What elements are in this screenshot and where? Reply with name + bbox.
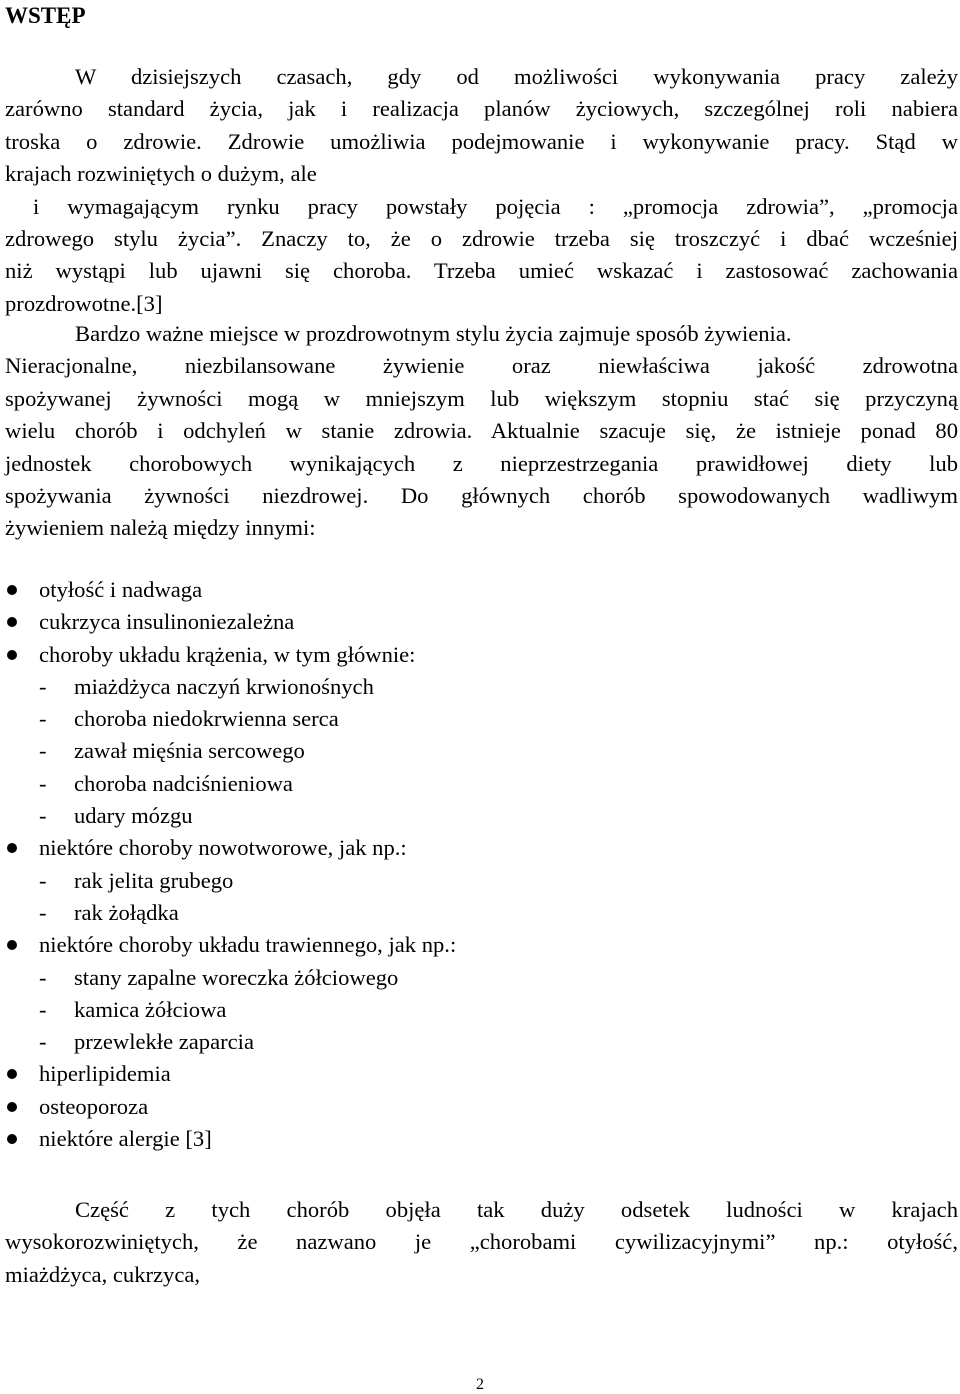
sub-list-item-text: rak jelita grubego <box>74 867 234 893</box>
list-item <box>5 1058 958 1090</box>
paragraph-line: żywieniem należą między innymi: <box>5 515 316 541</box>
dash-marker: - <box>39 706 47 732</box>
sub-list-item-text: zawał mięśnia sercowego <box>74 738 305 764</box>
dash-marker: - <box>39 899 47 925</box>
sub-list-item <box>5 865 958 897</box>
dash-marker: - <box>39 964 47 990</box>
dash-marker: - <box>39 738 47 764</box>
list-item <box>5 639 958 671</box>
paragraph-line: krajach rozwiniętych o dużym, ale <box>5 161 317 187</box>
list-item-text: niektóre choroby nowotworowe, jak np.: <box>39 835 407 861</box>
list-item <box>5 1123 958 1155</box>
dash-marker: - <box>39 867 47 893</box>
bullet-icon <box>7 1069 17 1079</box>
list-item <box>5 832 958 864</box>
list-item <box>5 1091 958 1123</box>
paragraph-line: Część z tych chorób objęła tak duży odsetek ludności w krajach <box>75 1197 958 1222</box>
paragraph-line: prozdrowotne.[3] <box>5 290 163 316</box>
list-item <box>5 929 958 961</box>
page-number: 2 <box>476 1376 484 1393</box>
paragraph-line: Nieracjonalne, niezbilansowane żywienie oraz niewłaściwa jakość zdrowotna <box>5 353 958 379</box>
dash-marker: - <box>39 673 47 699</box>
paragraph-line: zdrowego stylu życia”. Znaczy to, że o zdrowie trzeba się troszczyć i dbać wcześniej <box>5 226 958 252</box>
sub-list-item <box>5 735 958 767</box>
list-item-text: hiperlipidemia <box>39 1061 171 1087</box>
list-item-text: cukrzyca insulinoniezależna <box>39 609 295 635</box>
list-item-text: otyłość i nadwaga <box>39 577 203 602</box>
bullet-icon <box>7 940 17 950</box>
paragraph-line: Bardzo ważne miejsce w prozdrowotnym stylu życia zajmuje sposób żywienia. <box>75 321 792 346</box>
sub-list-item-text: udary mózgu <box>74 803 193 829</box>
dash-marker: - <box>39 803 47 829</box>
sub-list-item <box>5 703 958 735</box>
sub-list-item-text: stany zapalne woreczka żółciowego <box>74 964 399 990</box>
paragraph-line: i wymagającym rynku pracy powstały pojęcia : „promocja zdrowia”, „promocja <box>5 193 958 219</box>
paragraph-line: miażdżyca, cukrzyca, <box>5 1261 201 1287</box>
sub-list-item-text: choroba niedokrwienna serca <box>74 706 339 732</box>
list-item <box>5 606 958 638</box>
paragraph-line: jednostek chorobowych wynikających z nieprzestrzegania prawidłowej diety lub <box>5 450 958 476</box>
paragraph-line: wielu chorób i odchyleń w stanie zdrowia. Aktualnie szacuje się, że istnieje ponad 80 <box>5 418 958 444</box>
section-heading: WSTĘP <box>5 3 86 28</box>
list-item-text: osteoporoza <box>39 1093 149 1119</box>
sub-list-item <box>5 768 958 800</box>
sub-list-item <box>5 1026 958 1058</box>
bullet-icon <box>7 1134 17 1144</box>
bullet-icon <box>7 843 17 853</box>
paragraph-line: spożywania żywności niezdrowej. Do głównych chorób spowodowanych wadliwym <box>5 483 958 509</box>
paragraph-line: niż wystąpi lub ujawni się choroba. Trzeba umieć wskazać i zastosować zachowania <box>5 258 958 284</box>
sub-list-item-text: rak żołądka <box>74 899 179 925</box>
sub-list-item <box>5 800 958 832</box>
dash-marker: - <box>39 1029 47 1055</box>
bullet-icon <box>7 617 17 627</box>
sub-list-item <box>5 671 958 703</box>
disease-list <box>5 574 958 1155</box>
paragraph-line: troska o zdrowie. Zdrowie umożliwia podejmowanie i wykonywanie pracy. Stąd w <box>5 128 958 154</box>
list-item-text: niektóre alergie [3] <box>39 1126 212 1152</box>
paragraph-line: W dzisiejszych czasach, gdy od możliwości wykonywania pracy zależy <box>75 64 958 89</box>
sub-list-item-text: miażdżyca naczyń krwionośnych <box>74 673 374 699</box>
dash-marker: - <box>39 770 47 796</box>
sub-list-item <box>5 897 958 929</box>
sub-list-item <box>5 994 958 1026</box>
list-item-text: choroby układu krążenia, w tym głównie: <box>39 641 416 667</box>
bullet-icon <box>7 585 17 595</box>
bullet-icon <box>7 650 17 660</box>
sub-list-item-text: choroba nadciśnieniowa <box>74 770 293 796</box>
dash-marker: - <box>39 996 47 1022</box>
sub-list-item <box>5 962 958 994</box>
paragraph-line: wysokorozwiniętych, że nazwano je „chorobami cywilizacyjnymi” np.: otyłość, <box>5 1229 958 1255</box>
sub-list-item-text: przewlekłe zaparcia <box>74 1029 254 1055</box>
nutrition-paragraph <box>5 318 958 545</box>
bullet-icon <box>7 1102 17 1112</box>
sub-list-item-text: kamica żółciowa <box>74 996 227 1022</box>
conclusion-paragraph <box>5 1194 958 1291</box>
list-item-text: niektóre choroby układu trawiennego, jak np.: <box>39 932 457 958</box>
paragraph-line: spożywanej żywności mogą w mniejszym lub większym stopniu stać się przyczyną <box>5 385 958 411</box>
list-item <box>5 574 958 606</box>
intro-paragraph <box>5 61 958 320</box>
paragraph-line: zarówno standard życia, jak i realizacja planów życiowych, szczególnej roli nabiera <box>5 96 958 122</box>
